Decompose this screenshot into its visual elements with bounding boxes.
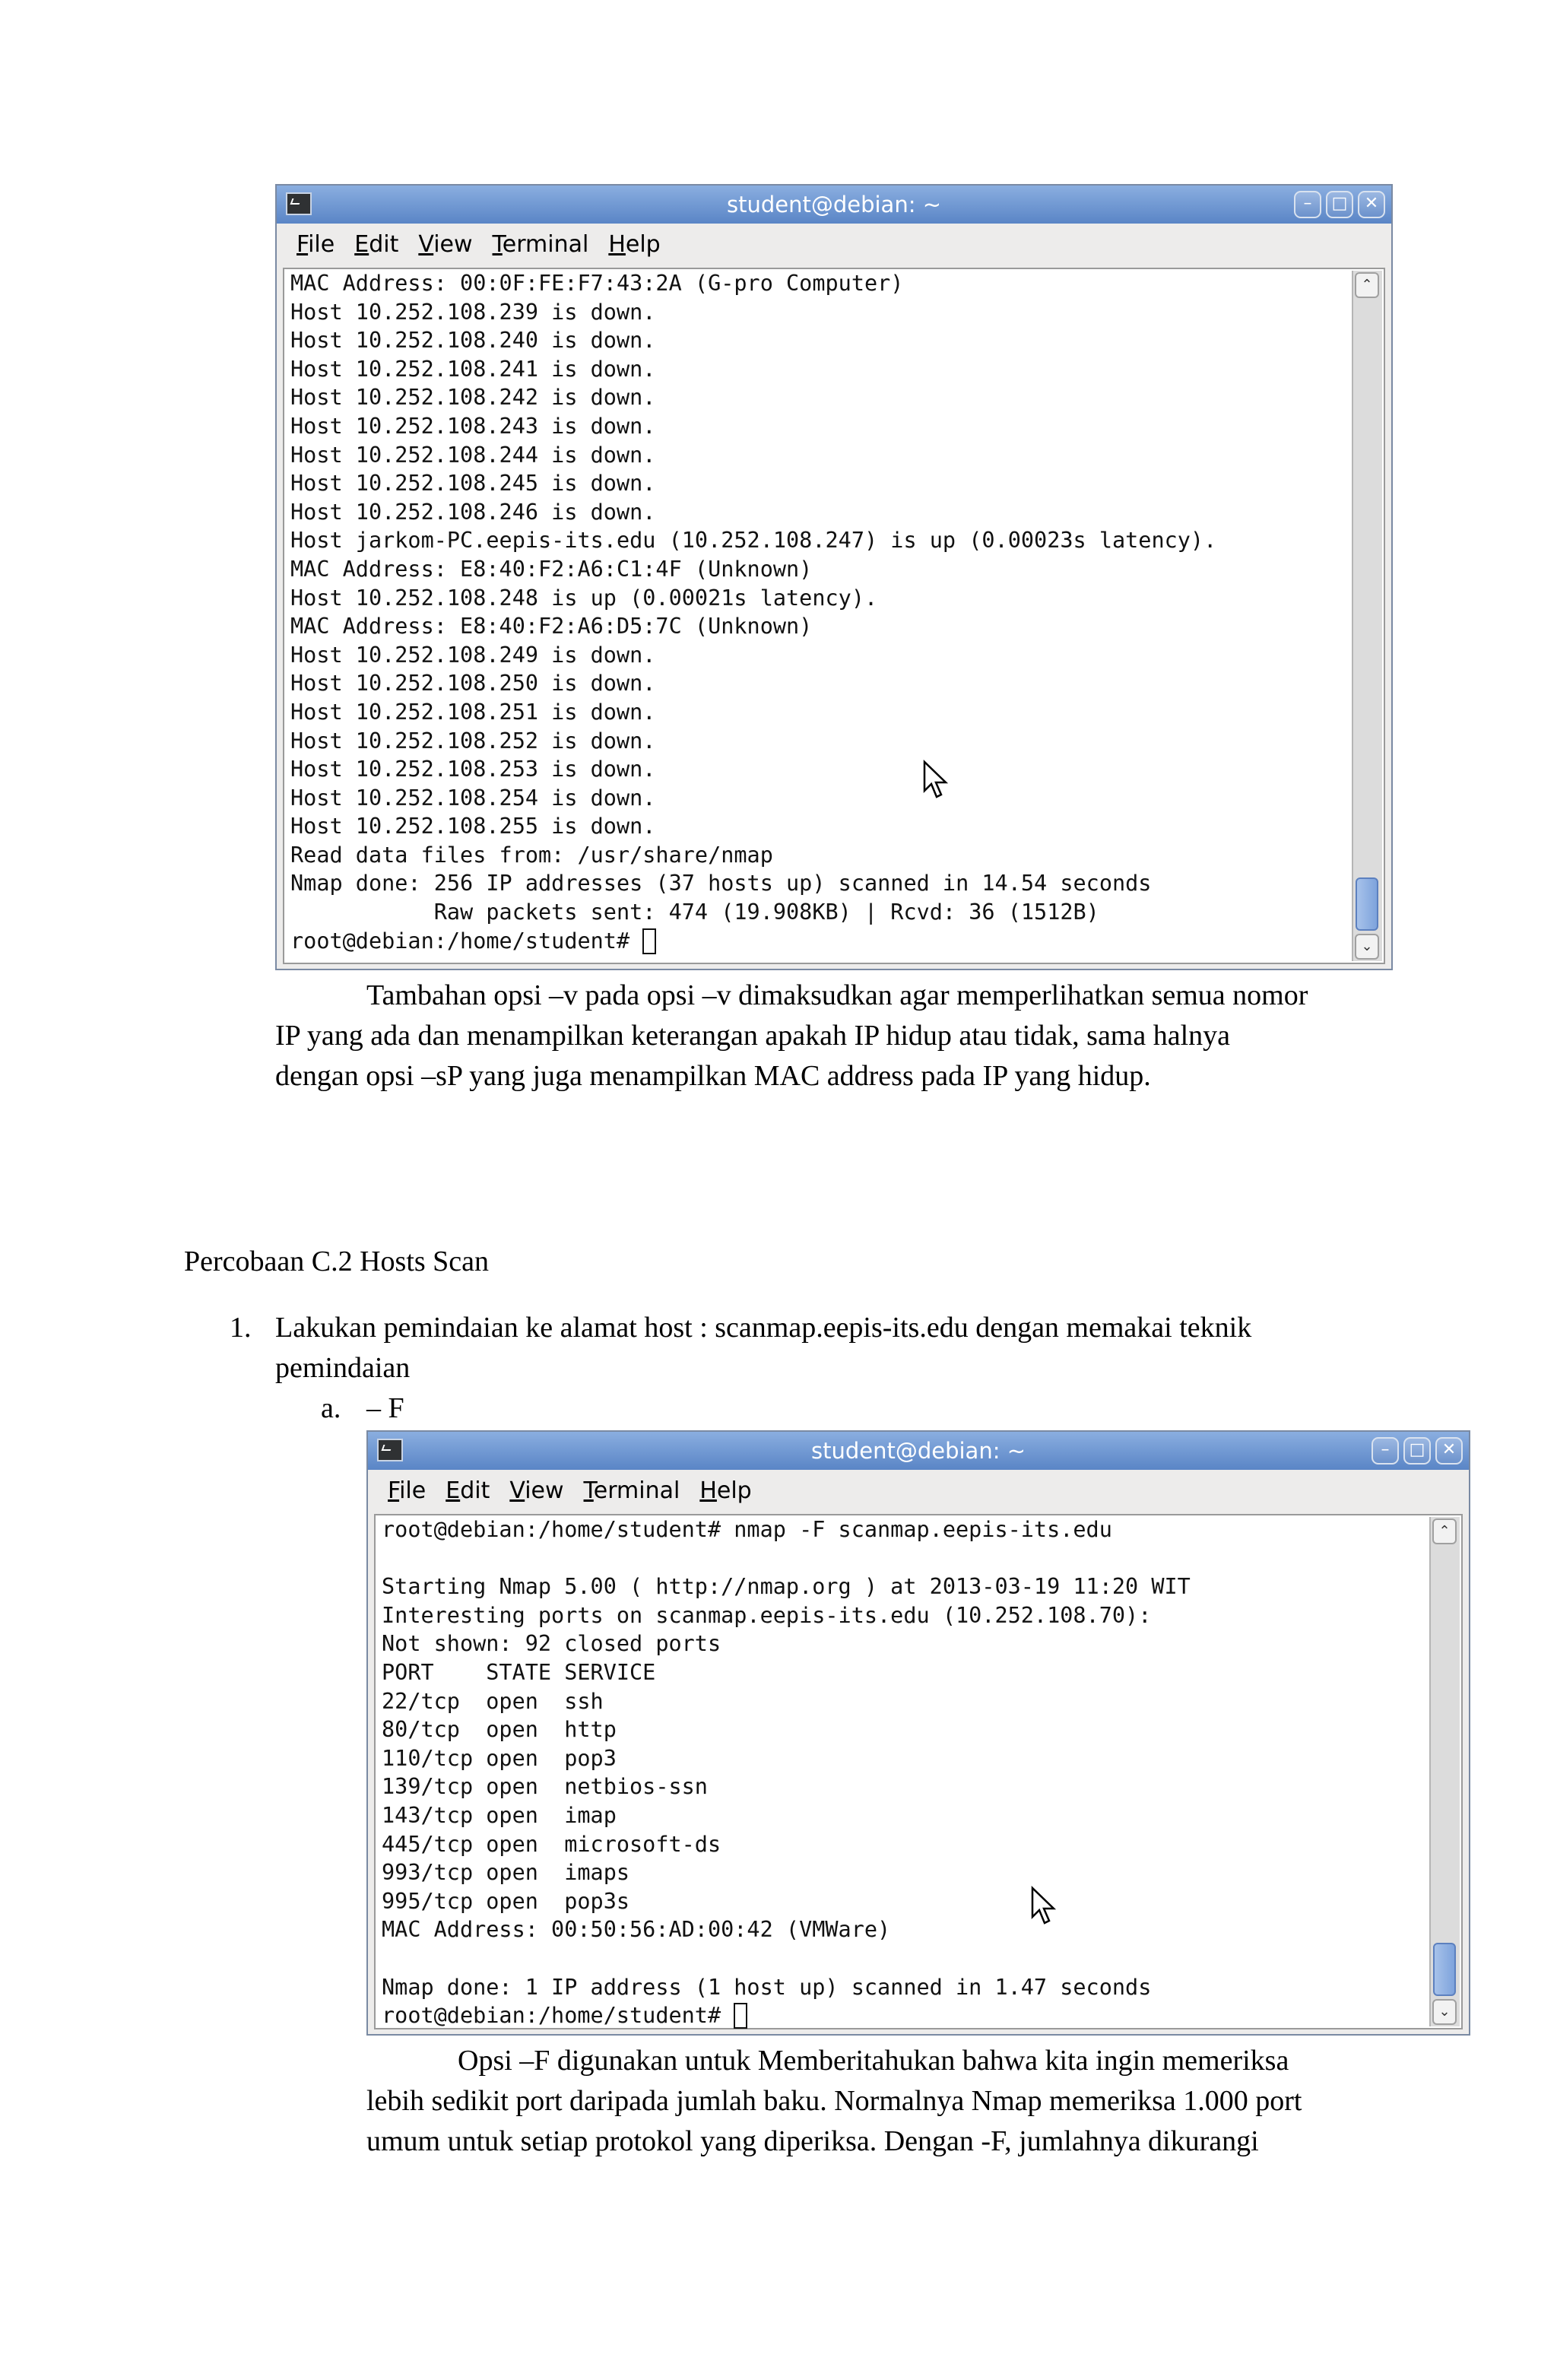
- terminal-line: 143/tcp open imap: [382, 1802, 617, 1828]
- terminal-2-output[interactable]: [374, 1514, 1463, 2029]
- terminal-line: Host 10.252.108.242 is down.: [290, 385, 656, 411]
- scroll-up-icon[interactable]: ⌃: [1432, 1518, 1457, 1544]
- mouse-pointer-icon: [923, 760, 953, 801]
- terminal-line: Host 10.252.108.254 is down.: [290, 785, 656, 811]
- terminal-2-text: [382, 1515, 1191, 2030]
- terminal-line: Host 10.252.108.248 is up (0.00021s latency).: [290, 585, 878, 611]
- terminal-window-2: [366, 1430, 1470, 2036]
- terminal-icon: [377, 1439, 403, 1461]
- terminal-line: Starting Nmap 5.00 ( http://nmap.org ) at 2013-03-19 11:20 WIT: [382, 1574, 1191, 1600]
- text-cursor: [734, 2003, 747, 2029]
- terminal-prompt: root@debian:/home/student#: [290, 928, 643, 954]
- scroll-down-icon[interactable]: ⌄: [1355, 934, 1379, 960]
- menu-edit[interactable]: Edit: [446, 1477, 490, 1504]
- terminal-line: Host 10.252.108.252 is down.: [290, 728, 656, 754]
- terminal-line: Raw packets sent: 474 (19.908KB) | Rcvd: 36 (1512B): [433, 900, 1099, 925]
- terminal-2-titlebar[interactable]: [368, 1432, 1469, 1470]
- terminal-1-output[interactable]: [283, 268, 1385, 964]
- terminal-line: MAC Address: E8:40:F2:A6:C1:4F (Unknown): [290, 556, 813, 582]
- terminal-1-scrollbar[interactable]: [1352, 271, 1382, 961]
- terminal-line: Host 10.252.108.243 is down.: [290, 413, 656, 439]
- mouse-pointer-icon: [1031, 1887, 1061, 1928]
- terminal-line: 995/tcp open pop3s: [382, 1888, 630, 1914]
- list-item-1-line-1: Lakukan pemindaian ke alamat host : scanmap.eepis-its.edu dengan memakai teknik: [275, 1312, 1252, 1344]
- terminal-line: Not shown: 92 closed ports: [382, 1631, 721, 1657]
- terminal-line: 110/tcp open pop3: [382, 1745, 617, 1771]
- terminal-1-text: [290, 269, 1216, 955]
- menu-help[interactable]: Help: [699, 1477, 752, 1504]
- terminal-line: MAC Address: E8:40:F2:A6:D5:7C (Unknown): [290, 614, 813, 639]
- menu-view[interactable]: View: [418, 231, 473, 258]
- paragraph-2-line-2: lebih sedikit port daripada jumlah baku. Normalnya Nmap memeriksa 1.000 port: [366, 2085, 1302, 2117]
- terminal-line: 139/tcp open netbios-ssn: [382, 1774, 708, 1800]
- terminal-line: Nmap done: 256 IP addresses (37 hosts up) scanned in 14.54 seconds: [290, 871, 1152, 896]
- list-item-1-line-2: pemindaian: [275, 1352, 411, 1384]
- terminal-line: 80/tcp open http: [382, 1717, 617, 1743]
- paragraph-1-line-2: IP yang ada dan menampilkan keterangan apakah IP hidup atau tidak, sama halnya: [275, 1020, 1231, 1052]
- menu-edit[interactable]: Edit: [354, 231, 399, 258]
- terminal-line: 445/tcp open microsoft-ds: [382, 1831, 721, 1857]
- terminal-line: Host 10.252.108.249 is down.: [290, 642, 656, 668]
- terminal-icon: [286, 192, 312, 215]
- terminal-line: Host jarkom-PC.eepis-its.edu (10.252.108.247) is up (0.00023s latency).: [290, 528, 1217, 554]
- terminal-1-title: student@debian: ~: [726, 192, 941, 217]
- list-item-1-number: 1.: [230, 1312, 252, 1344]
- terminal-line: Host 10.252.108.239 is down.: [290, 299, 656, 325]
- scroll-thumb[interactable]: [1356, 877, 1378, 931]
- terminal-line: Host 10.252.108.241 is down.: [290, 356, 656, 382]
- terminal-line: MAC Address: 00:50:56:AD:00:42 (VMWare): [382, 1917, 891, 1943]
- terminal-line: MAC Address: 00:0F:FE:F7:43:2A (G-pro Computer): [290, 271, 904, 296]
- terminal-line: Host 10.252.108.250 is down.: [290, 671, 656, 697]
- paragraph-2-line-3: umum untuk setiap protokol yang diperiksa. Dengan -F, jumlahnya dikurangi: [366, 2125, 1259, 2157]
- menu-view[interactable]: View: [509, 1477, 564, 1504]
- paragraph-1-line-1: Tambahan opsi –v pada opsi –v dimaksudkan agar memperlihatkan semua nomor: [366, 979, 1308, 1011]
- terminal-line: Nmap done: 1 IP address (1 host up) scanned in 1.47 seconds: [382, 1974, 1152, 2000]
- minimize-icon[interactable]: –: [1371, 1437, 1399, 1464]
- scroll-thumb[interactable]: [1433, 1943, 1456, 1996]
- section-heading: Percobaan C.2 Hosts Scan: [184, 1246, 490, 1277]
- terminal-line: Host 10.252.108.245 is down.: [290, 471, 656, 497]
- sub-item-a-letter: a.: [321, 1392, 341, 1424]
- minimize-icon[interactable]: –: [1294, 191, 1321, 218]
- terminal-line: PORT STATE SERVICE: [382, 1659, 656, 1685]
- terminal-line: Interesting ports on scanmap.eepis-its.edu (10.252.108.70):: [382, 1602, 1152, 1628]
- terminal-line: 22/tcp open ssh: [382, 1688, 604, 1714]
- menu-file[interactable]: File: [296, 231, 335, 258]
- terminal-1-titlebar[interactable]: [277, 186, 1391, 224]
- menu-terminal[interactable]: Terminal: [583, 1477, 680, 1504]
- terminal-2-scrollbar[interactable]: [1429, 1517, 1460, 2026]
- text-cursor: [642, 928, 656, 954]
- scroll-up-icon[interactable]: ⌃: [1355, 272, 1379, 298]
- sub-item-a-text: – F: [366, 1392, 404, 1424]
- terminal-line: Host 10.252.108.255 is down.: [290, 814, 656, 839]
- paragraph-1-line-3: dengan opsi –sP yang juga menampilkan MAC address pada IP yang hidup.: [275, 1060, 1151, 1092]
- terminal-1-menubar: [277, 224, 1391, 266]
- terminal-line: Host 10.252.108.246 is down.: [290, 499, 656, 525]
- terminal-line: Host 10.252.108.244 is down.: [290, 442, 656, 468]
- terminal-line: 993/tcp open imaps: [382, 1860, 630, 1886]
- terminal-2-title: student@debian: ~: [810, 1438, 1026, 1464]
- maximize-icon[interactable]: □: [1403, 1437, 1431, 1464]
- terminal-2-menubar: [368, 1470, 1469, 1512]
- terminal-line: Read data files from: /usr/share/nmap: [290, 842, 773, 868]
- close-icon[interactable]: ✕: [1358, 191, 1385, 218]
- terminal-window-1: [275, 184, 1393, 970]
- paragraph-2-line-1: Opsi –F digunakan untuk Memberitahukan bahwa kita ingin memeriksa: [458, 2045, 1289, 2077]
- terminal-line: Host 10.252.108.240 is down.: [290, 328, 656, 354]
- terminal-line: Host 10.252.108.253 is down.: [290, 757, 656, 782]
- close-icon[interactable]: ✕: [1435, 1437, 1463, 1464]
- menu-help[interactable]: Help: [608, 231, 661, 258]
- terminal-prompt: root@debian:/home/student#: [382, 2003, 734, 2029]
- terminal-line: Host 10.252.108.251 is down.: [290, 699, 656, 725]
- scroll-down-icon[interactable]: ⌄: [1432, 1999, 1457, 2025]
- menu-file[interactable]: File: [388, 1477, 427, 1504]
- terminal-line: root@debian:/home/student# nmap -F scanmap.eepis-its.edu: [382, 1517, 1112, 1542]
- menu-terminal[interactable]: Terminal: [492, 231, 589, 258]
- maximize-icon[interactable]: □: [1326, 191, 1353, 218]
